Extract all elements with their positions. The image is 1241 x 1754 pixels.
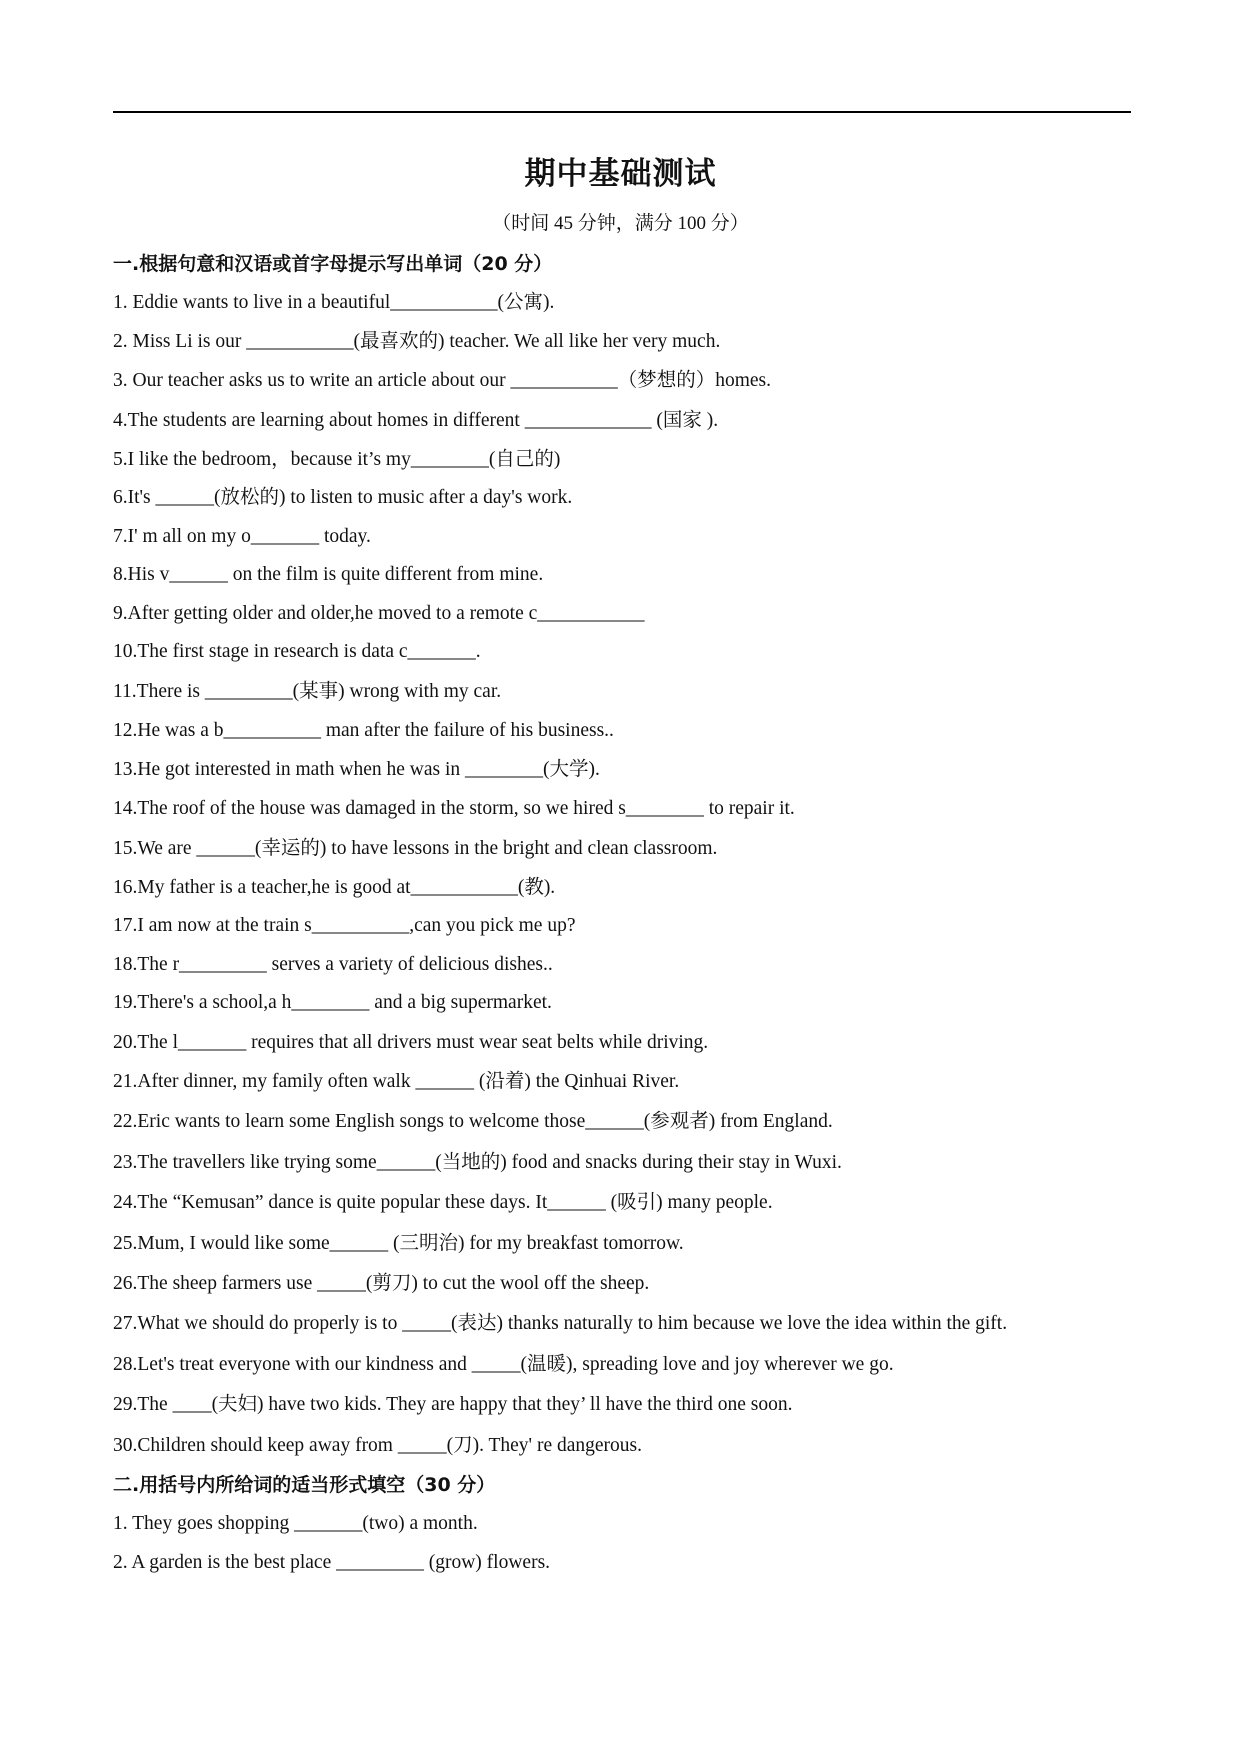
question-1-20: 20.The l_______ requires that all drivers must wear seat belts while driving. xyxy=(113,1031,709,1053)
question-1-13: 13.He got interested in math when he was in ________(大学). xyxy=(113,759,600,781)
question-1-11: 11.There is _________(某事) wrong with my car. xyxy=(113,680,502,702)
question-1-18: 18.The r_________ serves a variety of delicious dishes.. xyxy=(113,953,553,975)
question-1-23: 23.The travellers like trying some______(当地的) food and snacks during their stay in Wuxi. xyxy=(113,1151,842,1173)
page-subtitle: （时间 45 分钟，满分 100 分） xyxy=(492,213,749,234)
question-1-21: 21.After dinner, my family often walk ______ (沿着) the Qinhuai River. xyxy=(113,1071,680,1092)
question-1-2: 2. Miss Li is our ___________(最喜欢的) teacher. We all like her very much. xyxy=(113,331,721,353)
question-1-26: 26.The sheep farmers use _____(剪刀) to cut the wool off the sheep. xyxy=(113,1272,650,1294)
question-1-5: 5.I like the bedroom，because it’s my________(自己的) xyxy=(113,448,561,470)
question-1-22: 22.Eric wants to learn some English songs to welcome those______(参观者) from England. xyxy=(113,1111,833,1133)
question-1-24: 24.The “Kemusan” dance is quite popular these days. It______ (吸引) many people. xyxy=(113,1192,773,1214)
question-1-25: 25.Mum, I would like some______ (三明治) for my breakfast tomorrow. xyxy=(113,1232,684,1254)
page-title: 期中基础测试 xyxy=(524,156,717,192)
question-1-4: 4.The students are learning about homes in different _____________ (国家 ). xyxy=(113,409,719,431)
question-1-27: 27.What we should do properly is to _____(表达) thanks naturally to him because we love the idea within the gift. xyxy=(113,1313,1008,1335)
question-1-15: 15.We are ______(幸运的) to have lessons in the bright and clean classroom. xyxy=(113,837,718,859)
question-1-28: 28.Let's treat everyone with our kindness and _____(温暖), spreading love and joy wherever we go. xyxy=(113,1353,894,1375)
question-1-1: 1. Eddie wants to live in a beautiful___________(公寓). xyxy=(113,292,555,313)
question-1-10: 10.The first stage in research is data c_______. xyxy=(113,641,481,663)
question-1-9: 9.After getting older and older,he moved to a remote c___________ xyxy=(113,602,645,624)
question-1-3: 3. Our teacher asks us to write an article about our ___________（梦想的）homes. xyxy=(113,370,771,392)
question-1-6: 6.It's ______(放松的) to listen to music after a day's work. xyxy=(113,486,573,508)
question-1-19: 19.There's a school,a h________ and a big supermarket. xyxy=(113,992,552,1014)
section-1-heading: 一.根据句意和汉语或首字母提示写出单词（20 分） xyxy=(113,253,553,275)
question-2-1: 1. They goes shopping _______(two) a month. xyxy=(113,1512,478,1534)
question-1-7: 7.I' m all on my o_______ today. xyxy=(113,525,371,547)
question-1-29: 29.The ____(夫妇) have two kids. They are happy that they’ ll have the third one soon. xyxy=(113,1394,793,1416)
question-1-14: 14.The roof of the house was damaged in the storm, so we hired s________ to repair it. xyxy=(113,798,795,820)
question-2-2: 2. A garden is the best place _________ (grow) flowers. xyxy=(113,1552,551,1574)
header-rule xyxy=(113,111,1131,113)
question-1-16: 16.My father is a teacher,he is good at___________(教). xyxy=(113,876,556,898)
exam-body xyxy=(113,245,1133,1582)
question-1-17: 17.I am now at the train s__________,can you pick me up? xyxy=(113,915,576,937)
section-2-heading: 二.用括号内所给词的适当形式填空（30 分） xyxy=(113,1473,496,1496)
question-1-8: 8.His v______ on the film is quite different from mine. xyxy=(113,564,544,586)
question-1-30: 30.Children should keep away from _____(刀). They' re dangerous. xyxy=(113,1434,642,1456)
question-1-12: 12.He was a b__________ man after the failure of his business.. xyxy=(113,720,614,742)
